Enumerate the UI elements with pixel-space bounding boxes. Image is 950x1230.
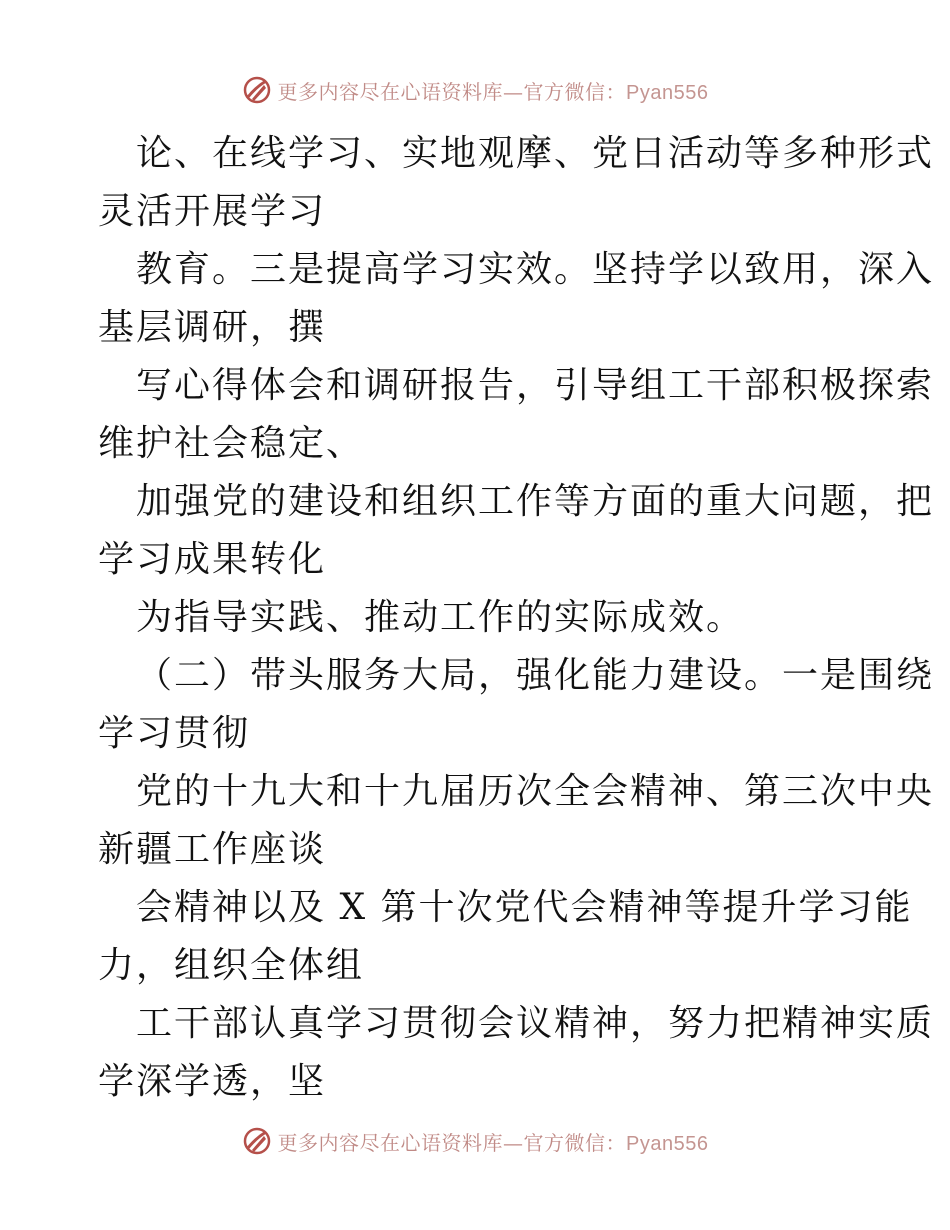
text-line: 教育。三是提高学习实效。坚持学以致用，深入 [136,249,935,290]
text-line: 加强党的建设和组织工作等方面的重大问题，把 [136,481,935,522]
text-line: 为指导实践、推动工作的实际成效。 [136,597,745,638]
text-line: 学深学透，坚 [98,1061,327,1102]
pen-logo-icon [242,75,272,105]
document-body [98,125,935,1111]
header-watermark [0,70,950,110]
text-line: 论、在线学习、实地观摩、党日活动等多种形式 [136,133,935,174]
text-line: 基层调研，撰 [98,307,327,348]
footer-watermark [0,1121,950,1161]
header-watermark-text: 更多内容尽在心语资料库—官方微信：Pyan556 [277,79,709,104]
text-line: 写心得体会和调研报告，引导组工干部积极探索 [136,365,935,406]
text-line: 灵活开展学习 [98,191,327,232]
text-line: 学习成果转化 [98,539,327,580]
text-line: 维护社会稳定、 [98,423,365,464]
text-line: 力，组织全体组 [98,945,365,986]
text-line: 新疆工作座谈 [98,829,327,870]
text-line: 工干部认真学习贯彻会议精神，努力把精神实质 [136,1003,935,1044]
footer-watermark-text: 更多内容尽在心语资料库—官方微信：Pyan556 [277,1130,709,1155]
text-line: 学习贯彻 [98,713,251,754]
text-line: （二）带头服务大局，强化能力建设。一是围绕 [136,655,935,696]
text-line: 会精神以及 X 第十次党代会精神等提升学习能 [136,887,913,928]
text-line: 党的十九大和十九届历次全会精神、第三次中央 [136,771,935,812]
pen-logo-icon [242,1126,272,1156]
